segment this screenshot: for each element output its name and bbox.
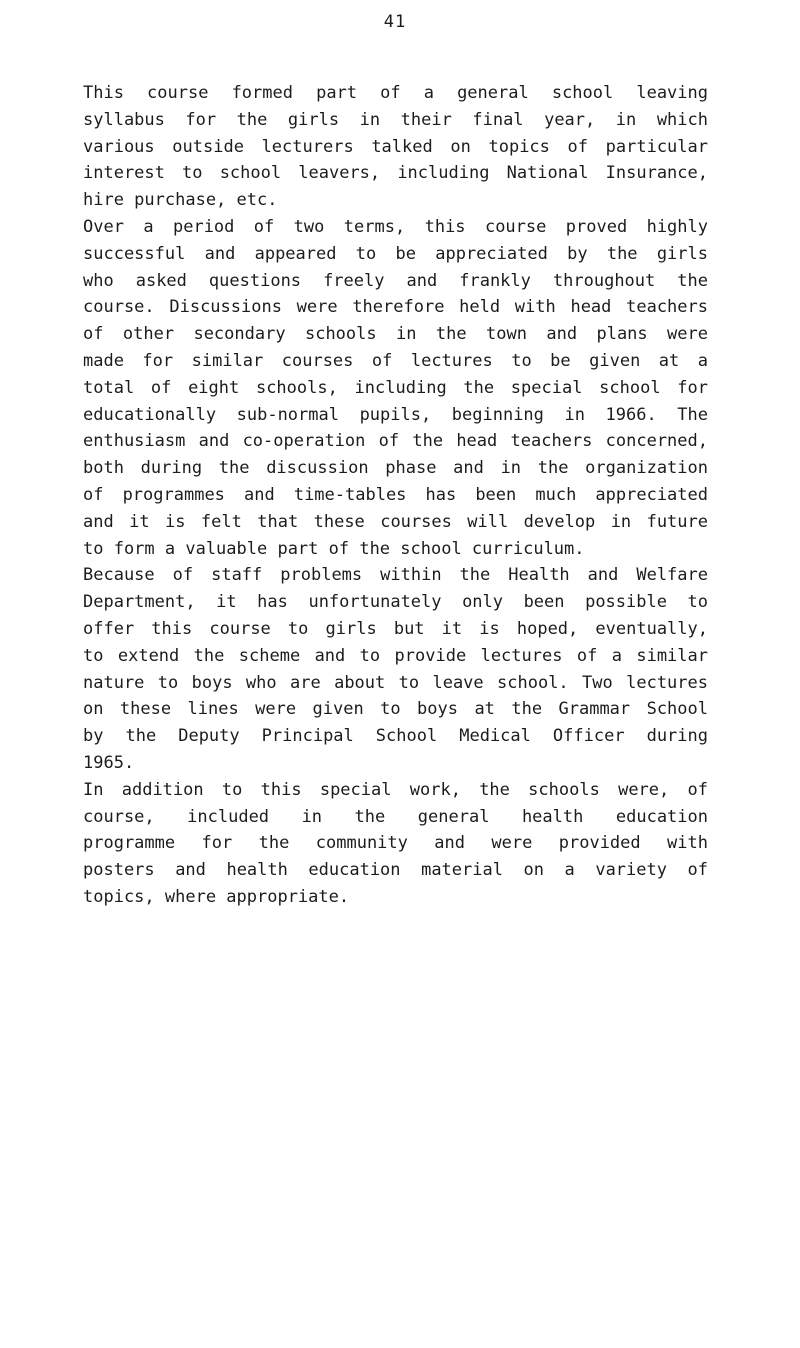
text-line: offer this course to girls but it is hoped, eventually, xyxy=(83,618,708,639)
text-line: 1965. xyxy=(83,752,135,773)
text-line: course. Discussions were therefore held with head teachers xyxy=(83,297,708,318)
text-line: interest to school leavers, including National Insurance, xyxy=(83,163,708,184)
text-line: on these lines were given to boys at the Grammar School xyxy=(83,699,708,720)
body-text xyxy=(83,80,708,911)
text-line: In addition to this special work, the schools were, of xyxy=(83,779,708,800)
text-line: hire purchase, etc. xyxy=(83,190,278,211)
text-line: and it is felt that these courses will develop in future xyxy=(83,511,708,532)
text-line: enthusiasm and co-operation of the head teachers concerned, xyxy=(83,431,708,452)
text-line: course, included in the general health education xyxy=(83,806,708,827)
page-number: 41 xyxy=(383,12,407,32)
text-line: various outside lecturers talked on topics of particular xyxy=(83,136,708,157)
text-line: to form a valuable part of the school curriculum. xyxy=(83,538,585,559)
text-line: made for similar courses of lectures to be given at a xyxy=(83,350,708,371)
text-line: to extend the scheme and to provide lectures of a similar xyxy=(83,645,708,666)
text-line: of other secondary schools in the town and plans were xyxy=(83,324,708,345)
text-line: both during the discussion phase and in the organization xyxy=(83,458,708,479)
text-line: successful and appeared to be appreciated by the girls xyxy=(83,243,708,264)
text-line: posters and health education material on a variety of xyxy=(83,860,708,881)
text-line: Because of staff problems within the Health and Welfare xyxy=(83,565,708,586)
text-line: by the Deputy Principal School Medical Officer during xyxy=(83,726,708,747)
text-line: topics, where appropriate. xyxy=(83,886,350,907)
text-line: who asked questions freely and frankly throughout the xyxy=(83,270,708,291)
text-line: educationally sub-normal pupils, beginning in 1966. The xyxy=(83,404,708,425)
text-line: Over a period of two terms, this course proved highly xyxy=(83,216,708,237)
text-line: of programmes and time-tables has been much appreciated xyxy=(83,484,708,505)
text-line: This course formed part of a general school leaving xyxy=(83,83,708,103)
text-line: syllabus for the girls in their final year, in which xyxy=(83,109,708,130)
text-line: total of eight schools, including the special school for xyxy=(83,377,708,398)
text-line: Department, it has unfortunately only been possible to xyxy=(83,592,708,613)
text-line: programme for the community and were provided with xyxy=(83,833,708,854)
text-line: nature to boys who are about to leave school. Two lectures xyxy=(83,672,708,693)
